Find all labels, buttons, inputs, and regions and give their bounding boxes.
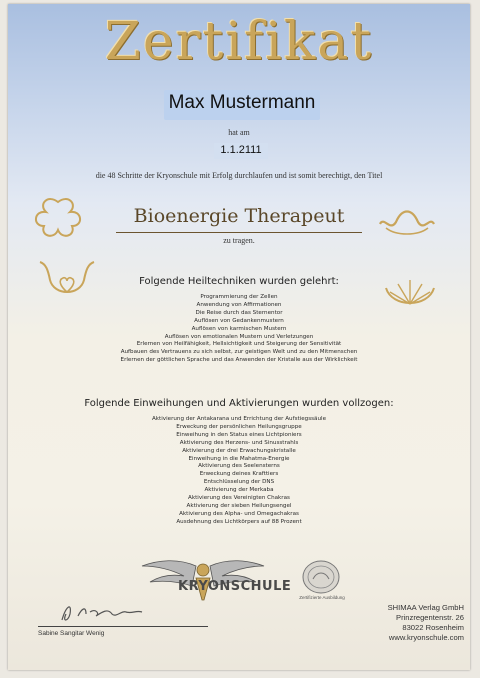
list-item: Aktivierung der Antakarana und Errichtung der Aufstiegssäule [151,416,327,422]
list-item: Aktivierung der Merkaba [204,487,274,494]
publisher-address [354,603,464,643]
list-item: Aktivierung der sieben Heilungsengel [186,502,292,509]
list-item: Auflösen von karmischen Mustern [191,325,287,332]
section1-heading: Folgende Heiltechniken wurden gelehrt: [139,276,339,287]
recipient-name: Max Mustermann [168,92,316,113]
certificate-date: 1.1.2111 [220,144,262,156]
list-item: Aktivierung des Herzens- und Sinusstrahls [179,439,299,446]
list-item: Aktivierung des Alpha- und Omegachakras [179,510,299,517]
zu-tragen-text: zu tragen. [223,236,255,245]
list-item: Einweihung in die Mahatma-Energie [188,455,290,462]
section2-list [8,416,470,527]
list-item: Erweckung deines Krafttiers [199,471,279,478]
list-item: Entschlüsselung der DNS [203,479,275,486]
address-line: 83022 Rosenheim [402,623,464,632]
kryonschule-logo-text: KRYONSCHULE [178,579,292,594]
therapist-title: Bioenergie Therapeut [133,205,345,227]
list-item: Auflösen von Gedankenmustern [194,317,284,324]
certification-seal-icon [301,559,341,595]
list-item: Erlernen von Heilfähigkeit, Hellsichtigkeit und Steigerung der Sensitivität [136,341,342,348]
list-item: Aktivierung des Vereinigten Chakras [188,495,290,502]
seal-caption: Zertifizierte Ausbildung [299,595,345,600]
section1-list [8,294,470,365]
list-item: Programmierung der Zellen [200,294,278,300]
list-item: Auflösen von emotionalen Mustern und Verletzungen [164,333,314,340]
title-underline [116,232,362,233]
list-item: Anwendung von Affirmationen [196,301,282,308]
list-item: Erlernen der göttlichen Sprache und das Anwenden der Kristalle aus der Wirklichkeit [120,357,358,364]
address-line: SHIMAA Verlag GmbH [387,603,464,612]
hat-am-text: hat am [228,128,250,137]
signature-line [38,626,208,627]
list-item: Einweihung in den Status eines Lichtpioniers [176,431,302,438]
statement-text: die 48 Schritte der Kryonschule mit Erfolg durchlaufen und ist somit berechtigt, den Titel [95,171,383,180]
signer-name: Sabine Sangitar Wenig [38,630,105,637]
certificate-heading: Zertifikat [104,12,374,72]
section2-heading: Folgende Einweihungen und Aktivierungen wurden vollzogen: [84,398,394,409]
list-item: Aktivierung der drei Erwachungskristalle [182,447,296,454]
list-item: Ausdehnung des Lichtkörpers auf 88 Prozent [176,518,302,525]
certificate-page [8,4,470,670]
list-item: Aktivierung des Seelensterns [198,463,280,470]
list-item: Erweckung der persönlichen Heilungsgruppe [176,423,302,430]
address-line: Prinzregentenstr. 26 [396,613,464,622]
signature-icon [56,600,146,626]
list-item: Die Reise durch das Sternentor [195,309,283,316]
list-item: Aufbauen des Vertrauens zu sich selbst, zur geistigen Welt und zu den Mitmenschen [120,349,358,356]
address-line: www.kryonschule.com [388,633,464,642]
